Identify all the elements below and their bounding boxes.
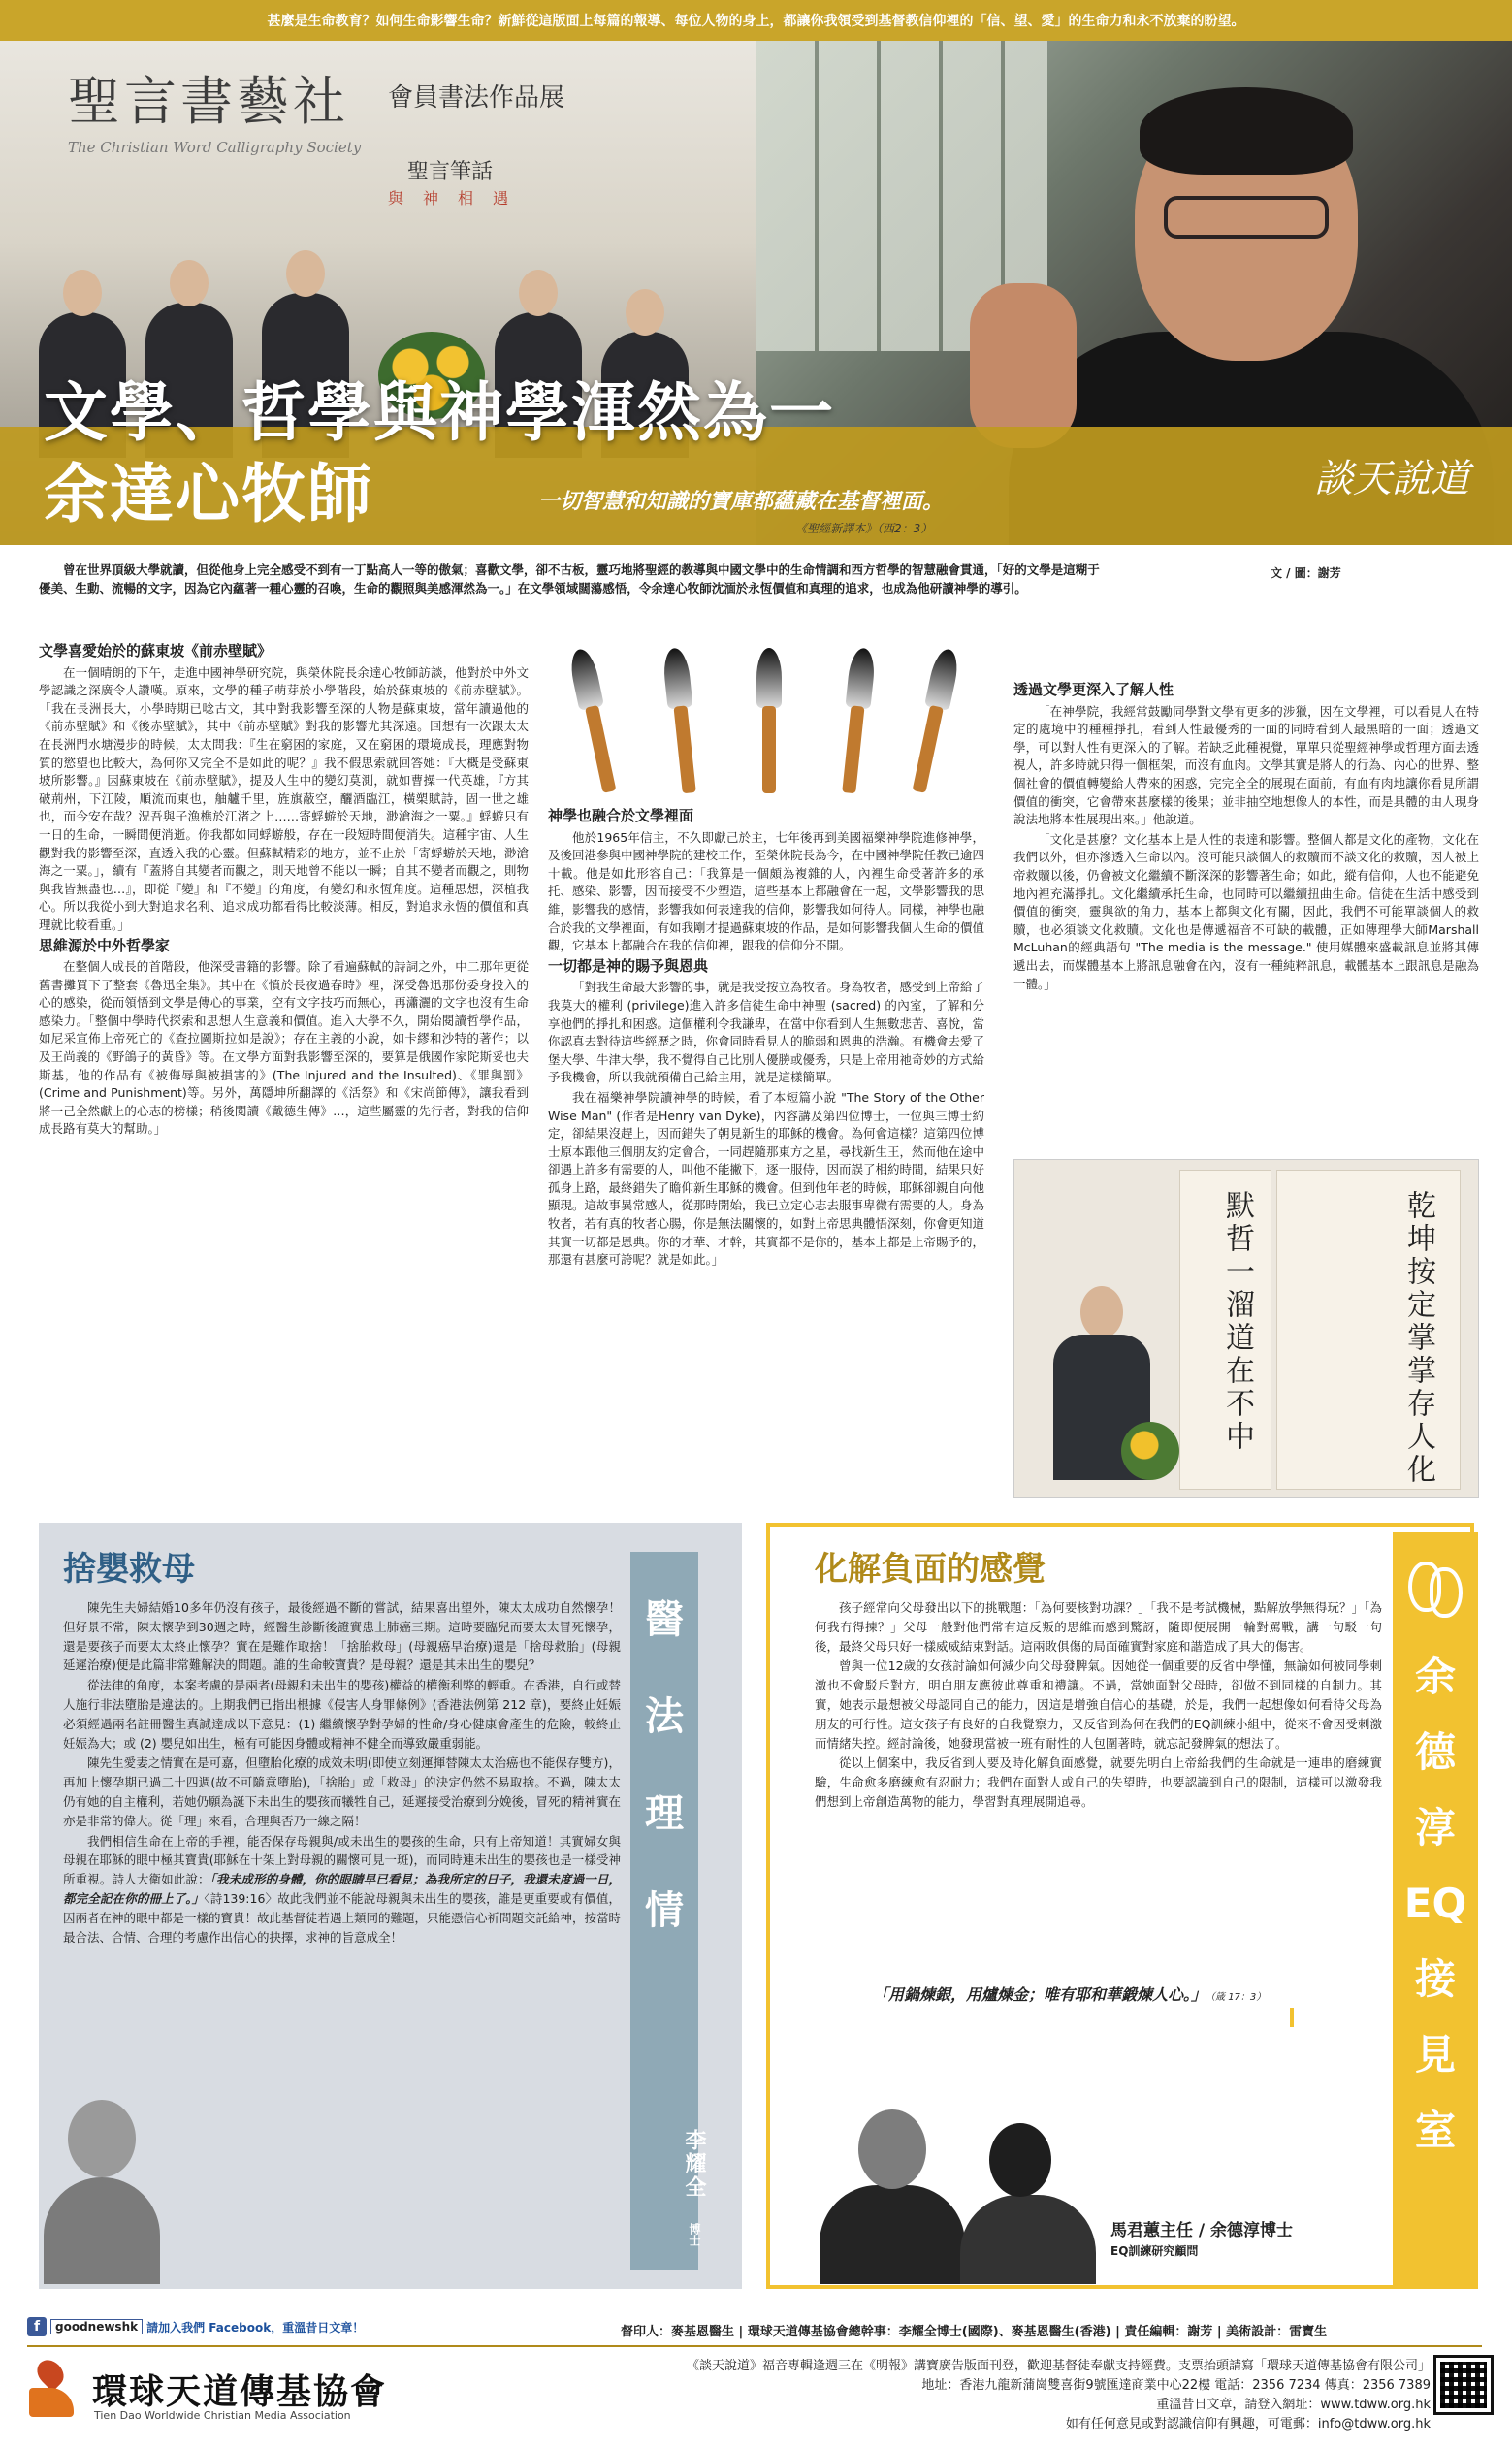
calligraphy-scroll [1276,1170,1461,1490]
panel-author-title: 博士 [688,2223,701,2246]
exhibition-english: The Christian Word Calligraphy Society [68,139,362,156]
panel-body [63,1598,621,1948]
bible-reference: （箴 17：3） [1210,1992,1267,2003]
section-heading: 透過文學更深入了解人性 [1013,681,1174,698]
paragraph: 「在神學院，我經常鼓勵同學對文學有更多的涉獵，因在文學裡，可以看見人在特定的處境中的種種掙扎，看到人性最優秀的一面的同時看到人最黑暗的一面；透過文學，可以對人性有更深入的了解。若缺乏此種視覺，單單只從聖經神學或哲理方面去透視人，許多時就只得一個框架，而沒有血肉。文學其實是將人的行為、內心的世界、整個社會的價值轉變給人帶來的困惑，完完全全的展現在面前，有血有肉地讓你看見所謂價值的衝突，它會帶來甚麼樣的後果；並非抽空地想像人的本性，而是具體的由人現身說法地將本性展現出來。」他說道。 [1013,703,1479,827]
brush-icon [567,647,623,794]
facebook-handle: goodnewshk [50,2319,143,2334]
brushes-illustration [563,648,970,803]
divider [1290,2008,1294,2027]
exhibition-theme: 聖言筆話 [407,160,494,184]
panel-body [815,1598,1382,1813]
person-icon [44,2100,160,2284]
authors-photo [820,2109,1101,2284]
divider [27,2345,1482,2347]
paragraph: 孩子經常向父母發出以下的挑戰題：「為何要核對功課？」「我不是考試機械，點解放學無得玩？」「為何我冇得揀？」父母一般對他們常有這反叛的思維而感到驚訝，隨即便展開一輪對罵戰，講一句駁一句後，最終父母只好一樣威威結束對話。這兩敗俱傷的局面確實對家庭和諧造成了具大的傷害。 [815,1600,1382,1654]
org-name-english: Tien Dao Worldwide Christian Media Association [94,2409,351,2422]
brush-icon [907,647,962,794]
bible-quote: 「我未成形的身體，你的眼睛早已看見；為我所定的日子，我還未度過一日，都完全記在你的冊上了。」 [63,1872,621,1906]
footer-website[interactable]: 重溫昔日文章，請登入網址：www.tdww.org.hk [1156,2398,1431,2412]
footer-line: 《談天說道》福音專輯逢週三在《明報》講寶廣告版面刊登，歡迎基督徒奉獻支持經費。支票抬頭請寫「環球天道傳基協會有限公司」 [686,2359,1431,2373]
bible-reference: 〈詩139:16〉 [204,1890,278,1906]
brush-icon [756,648,782,793]
facebook-link[interactable] [27,2317,364,2336]
exhibition-sign [68,60,689,206]
section-heading: 思維源於中外哲學家 [39,936,171,954]
glasses-icon [1164,196,1329,239]
panel-author: 馬君蕙主任 / 余德淳博士 [1110,2221,1294,2240]
exhibition-name: 聖言書藝社 [68,71,349,132]
portrait-hair [1140,87,1353,175]
footer-email[interactable]: 如有任何意見或對認識信仰有興趣，可電郵：info@tdww.org.hk [1065,2417,1431,2431]
panel-tab-label: 余 德 淳 EQ 接 見 室 [1403,1653,1467,2154]
byline: 文 / 圖：謝芳 [1271,566,1341,580]
calligraphy-text: 乾坤按定掌掌存人化 [1401,1190,1435,1487]
main-subtitle: 余達心牧師 [44,457,373,531]
article-column-2 [548,805,984,1272]
column-logo: 談天說道 [1314,457,1469,501]
sunflower-bouquet [1121,1422,1179,1480]
paragraph: 曾與一位12歲的女孩討論如何減少向父母發脾氣。因她從一個重要的反省中學懂，無論如何被同學刺激也不會駁斥對方，明白朋友應彼此尊重和禮讓。不過，當她面對父母時，卻做不到同樣的自制力。其實，她表示最想被父母認同自己的能力，因這是增強自信心的基礎，於是，我們一起想像如何看待父母為朋友的可行性。這女孩子有良好的自我覺察力，又反省到為何在我們的EQ訓練小組中，從來不會因受刺激而情緒失控。經討論後，她發現當被一班有耐性的人包圍著時，就忘記發脾氣的想法了。 [815,1658,1382,1751]
paragraph: 「文化是甚麼？文化基本上是人性的表達和影響。整個人都是文化的產物，文化在我們以外，但亦滲透入生命以內。沒可能只談個人的救贖而不談文化的救贖，因人被上帝救贖以後，仍會被文化繼續不斷深深的影響著生命；如此，縱有信仰，人也不能避免地內裡充滿掙扎。文化繼續承托生命，也同時可以繼續扭曲生命。信徒在生活中感受到價值的衝突，靈與欲的角力，基本上都與文化有關，因此，我們不可能單談個人的救贖，也必須談文化救贖。文化也是傳遞福音不可缺的載體，正如傳理學大師Marshall McLuhan的經典語句 "The media is the message." 使用媒體來盛載訊息並將其傳遞出去，而媒體基本上將訊息融會在內，沒有一種純粹訊息，載體基本上跟訊息是融為一體。」 [1013,831,1479,991]
paragraph: 我們相信生命在上帝的手裡，能否保存母親與/或未出生的嬰孩的生命，只有上帝知道！其實婦女與母親在耶穌的眼中極其寶貴(耶穌在十架上對母親的關懷可見一斑)，而同時連未出生的嬰孩也是一樣受神所重視。詩人大衛如此說：「我未成形的身體，你的眼睛早已看見；為我所定的日子，我還未度過一日，都完全記在你的冊上了。」〈詩139:16〉故此我們並不能說母親與未出生的嬰孩，誰是更重要或有價值，因兩者在神的眼中都是一樣的寶貴！故此基督徒若遇上類同的難題，只能憑信心祈問題交託給神，按當時最合法、合情、合理的考慮作出信心的抉擇，求神的旨意成全！ [63,1833,622,1945]
calligraphy-photo [1013,1159,1479,1498]
top-banner: 甚麼是生命教育？如何生命影響生命？新鮮從這版面上每篇的報導、每位人物的身上，都讓你我領受到基督教信仰裡的「信、望、愛」的生命力和永不放棄的盼望。 [0,0,1512,41]
paragraph: 在整個人成長的首階段，他深受書籍的影響。除了看遍蘇軾的詩詞之外，中二那年更從舊書攤買下了整套《魯迅全集》。其中在《憤於長夜過春時》裡，深受魯迅那份委身投入的心的感染，從而領悟到文學是傳心的事業，空有文字技巧而無心，再瀟灑的文字也沒有生命感染力。「整個中學時代探索和思想人生意義和價值。進入大學不久，開始閱讀哲學作品，如尼采宣佈上帝死亡的《查拉圖斯拉如是說》；存在主義的小說，如卡繆和沙特的著作；以及王尚義的《野鴿子的黃昏》等。在文學方面對我影響至深的，要算是俄國作家陀斯妥也夫斯基，他的作品有《被侮辱與被損害的》(The Injured and the Insulted)、《罪與罰》(Crime and Punishment)等。另外，萬隱坤所翻譯的《活祭》和《宋尚節傳》，讓我看到將一己全然獻上的心志的榜樣；稍後閱讀《戴德生傳》…，這些屬靈的先行者，對我的信仰成長路有莫大的幫助。」 [39,959,529,1137]
org-name: 環球天道傳基協會 [92,2372,388,2412]
footer-address: 地址：香港九龍新蒲崗雙喜街9號匯達商業中心22樓 電話：2356 7234 傳真：2356 7389 [921,2378,1431,2393]
panel-title: 捨嬰救母 [63,1550,195,1589]
paragraph: 在一個晴朗的下午，走進中國神學研究院，與榮休院長余達心牧師訪談，他對於中外文學認識之深廣令人讚嘆。原來，文學的種子萌芽於小學階段，始於蘇東坡的《前赤壁賦》。「我在長洲長大，小學時期已唸古文，其中對我影響至深的人物是蘇東坡，當年讀過他的《前赤壁賦》和《後赤壁賦》，其中《前赤壁賦》對我的影響尤其深遠。回想有一次跟太太在長洲門水塘漫步的時候，太太問我：『生在窮困的家庭，又在窮困的環境成長，理應對物質的慾望也比較大，為何你又完全不是如此的呢？』我不假思索就回答她：『大概是受蘇東坡所影響。』因蘇東坡在《前赤壁賦》，提及人生中的變幻莫測，就如曹操一代英雄，『方其破荊州，下江陵，順流而東也，舳艫千里，旌旗蔽空，釃酒臨江，橫槊賦詩，固一世之雄也，而今安在哉？況吾與子漁樵於江渚之上……寄蜉蝣於天地，渺滄海之一粟。』蜉蝣只有一日的生命，一瞬間便消逝。你我都如同蜉蝣般，存在一段短時間便消失。這種宇宙、人生觀對我的影響至深，直透入我的心靈。但蘇軾精彩的地方，並不止於「寄蜉蝣於天地，渺滄海之一粟。」，續有『蓋將自其變者而觀之，則天地曾不能以一瞬；自其不變者而觀之，則物與我皆無盡也…』，即從『變』和『不變』的角度，有變幻和永恆角度。這種思想，深植我心。所以我從小到大對追求名利、追求成功都看得比較淡薄。相反，對追求永恆的價值和真理就比較看重。」 [39,664,529,932]
hand-gesture [970,283,1077,448]
panel-author-title: EQ訓練研究顧問 [1110,2244,1199,2258]
paragraph: 我在福樂神學院讀神學的時候，看了本短篇小說 "The Story of the Other Wise Man" (作者是Henry van Dyke)，內容講及第四位博士，一位與三博士約定，卻結果沒趕上，因而錯失了朝見新生的耶穌的機會。為何會這樣？這第四位博士原本跟他三個朋友約定會合，一同趕隨那東方之星，尋找新生王，然而他在途中卻遇上許多有需要的人，叫他不能撇下，逐一服侍，因而誤了相約時間，結果只好孤身上路，最終錯失了瞻仰新生耶穌的機會。但到他年老的時候，耶穌卻親自向他顯現。這故事異常感人，從那時開始，我已立定心志去服事卑微有需要的人。身為牧者，若有真的牧者心腸，你是無法關懷的，如對上帝思典體悟深刻，你會更知道其實一切都是恩典。你的才華、才幹，其實都不是你的，基本上都是上帝賜予的，那還有甚麼可誇呢？就是如此。」 [548,1089,985,1268]
bible-verse: 「用鍋煉銀，用爐煉金；唯有耶和華鍛煉人心。」 （箴 17：3） [873,1985,1267,2004]
paragraph: 從以上個案中，我反省到人要及時化解負面感覺，就要先明白上帝給我們的生命就是一連串的磨練實驗，生命愈多磨練愈有忍耐力；我們在面對人或自己的失望時，也要認識到自己的限制，這樣可以激發我們想到上帝創造萬物的能力，學習對真理展開追尋。 [815,1755,1382,1809]
tagline-reference: 《聖經新譯本》（西2：3） [795,522,933,535]
exhibition-theme-sub: 與神相遇 [388,189,529,208]
brush-icon [661,647,702,794]
section-heading: 文學喜愛始於的蘇東坡《前赤壁賦》 [39,642,273,660]
intro-paragraph: 曾在世界頂級大學就讀，但從他身上完全感受不到有一丁點高人一等的傲氣；喜歡文學，卻不古板，靈巧地將聖經的教導與中國文學中的生命情調和西方哲學的智慧融會貫通，「好的文學是這糊于優美、生動、流暢的文字，因為它內蘊著一種心靈的召喚，生命的觀照與美感渾然為一。」在文學領域闊蕩感悟，令余達心牧師沈湎於永恆價值和真理的追求，也成為他研讀神學的導引。 [39,563,1100,596]
qr-code-icon[interactable] [1433,2355,1494,2415]
facebook-label: 請加入我們 Facebook，重溫昔日文章！ [146,2320,365,2334]
article-column-1 [39,640,529,1141]
calligraphy-text: 默哲一溜道在不中 [1220,1190,1254,1454]
paragraph: 他於1965年信主，不久即獻己於主，七年後再到美國福樂神學院進修神學，及後回港參與中國神學院的建校工作，至榮休院長為今，在中國神學院任教已逾四十載。他是如此形容自己：「我算是一個頗為複雜的人，內裡生命受著許多的承托、感染、影響，因而接受不少塑造，這些基本上都融會在一起，文學影響我的思維，影響我的感情，影響我如何表達我的信仰，影響我如何待人。同樣，神學也融合於我的文學裡面，有如我剛才提過蘇東坡的作品，是如何影響我個人生命的價值觀，它基本上都融合在我的信仰裡，跟我的信仰分不開。 [548,829,985,953]
main-title: 文學、哲學與神學渾然為一 [44,375,835,450]
brush-icon [836,647,877,794]
two-faces-icon [1404,1562,1466,1620]
org-logo-icon [29,2359,81,2419]
paragraph: 「對我生命最大影響的事，就是我受按立為牧者。身為牧者，感受到上帝給了我莫大的權利 (privilege)進入許多信徒生命中神聖 (sacred) 的內室，了解和分享他們的掙扎和困惑。這個權利令我謙卑，在當中你看到人生無數悲苦、喜悅，當你認真去對待這些經歷之時，你會同時看見人的脆弱和恩典的浩瀚。有機會去愛了堡大學、牛津大學，我不覺得自己比別人優勝或優秀，只是上帝用祂奇妙的方式給予我機會，所以我就預備自己給主用，就是這樣簡單。 [548,980,985,1085]
paragraph: 從法律的角度，本案考慮的是兩者(母親和未出生的嬰孩)權益的權衡利弊的輕重。在香港，自行或替人施行非法墮胎是違法的。上期我們已指出根據《侵害人身罪條例》(香港法例第 212 章)，要終止妊娠必須經過兩名註冊醫生真誠達成以下意見：(1) 繼續懷孕對孕婦的性命/身心健康會產生的危險，較終止妊娠為大；或 (2) 嬰兒如出生，極有可能因身體或精神不健全而導致嚴重弱能。 [63,1678,621,1751]
credits: 督印人：麥基恩醫生 | 環球天道傳基協會總幹事：李耀全博士(國際)、麥基恩醫生(香港) | 責任編輯：謝芳 | 美術設計：雷寶生 [621,2325,1328,2339]
panel-tab-label: 醫 法 理 情 [645,1597,684,1933]
paragraph: 陳先生愛妻之情實在是可嘉，但墮胎化療的成效未明(即使立刻運揮替陳太太治癌也不能保存雙方)，再加上懷孕期已過二十四週(故不可隨意墮胎)，「捨胎」或「救母」的決定仍然不易取捨。不過，陳太太仍有她的自主權利，若她仍願為誕下未出生的嬰孩而犧牲自己，延遲接受治療到分娩後，冒死的精神實在亦是非常的偉大。從「理」來看，合理與否乃一線之隔！ [63,1755,622,1828]
footer-info [543,2357,1431,2434]
facebook-icon: f [27,2317,47,2336]
panel-author: 李耀全 [682,2129,706,2199]
panel-title: 化解負面的感覺 [815,1550,1046,1589]
section-heading: 一切都是神的賜予與恩典 [548,956,709,975]
calligraphy-scroll [1179,1170,1271,1490]
section-heading: 神學也融合於文學裡面 [548,807,694,824]
exhibition-subtitle: 會員書法作品展 [388,83,565,113]
tagline: 一切智慧和知識的寶庫都蘊藏在基督裡面。 [538,490,945,514]
article-column-3 [1013,679,1479,995]
paragraph: 陳先生夫婦結婚10多年仍沒有孩子，最後經過不斷的嘗試，結果喜出望外，陳太太成功自然懷孕！但好景不常，陳太懷孕到30週之時，經醫生診斷後證實患上肺癌三期。這時要臨兒而要太太冒死懷孕，還是要孩子而要太太終止懷孕？實在是難作取捨！「捨胎救母」(母親癌早治療)還是「捨母救胎」(母親延遲治療)便是此篇非常難解決的問題。誰的生命較寶貴？是母親？還是其未出生的嬰兒？ [63,1600,621,1673]
